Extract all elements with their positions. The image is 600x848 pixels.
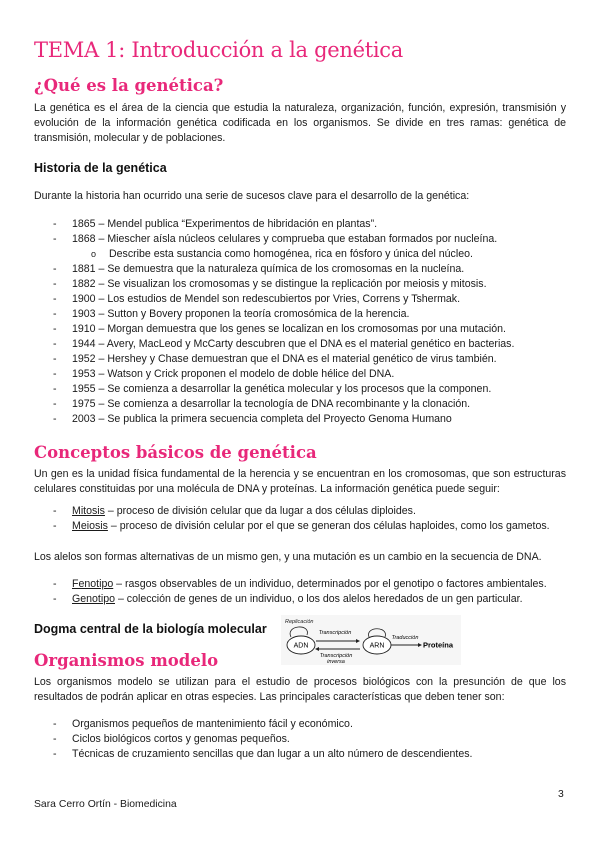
list-item: o Describe esta sustancia como homogénea, rica en fósforo y única del núcleo.: [34, 247, 566, 262]
term-meiosis: Meiosis: [72, 520, 108, 532]
genotipo-list: [34, 577, 566, 607]
list-item: - 1975 – Se comienza a desarrollar la tecnología de DNA recombinante y la clonación.: [34, 397, 566, 412]
term-fenotipo: Fenotipo: [72, 578, 114, 590]
section-heading-que-es: ¿Qué es la genética?: [34, 76, 224, 95]
list-item: [34, 577, 566, 592]
list-item: - 1865 – Mendel publica “Experimentos de hibridación en plantas”.: [34, 217, 566, 232]
list-item: - 1952 – Hershey y Chase demuestran que el DNA es el material genético de virus también.: [34, 352, 566, 367]
label-transcripcion-inversa-2: inversa: [327, 659, 345, 665]
term-desc: – proceso de división celular que da lugar a dos células diploides.: [104, 505, 416, 517]
label-traduccion: Traducción: [391, 635, 419, 641]
organismos-list: [34, 717, 566, 762]
list-item: - 1881 – Se demuestra que la naturaleza química de los cromosomas en la nucleína.: [34, 262, 566, 277]
term-genotipo: Genotipo: [72, 593, 115, 605]
subheading-historia: Historia de la genética: [34, 161, 167, 175]
term-mitosis: Mitosis: [72, 505, 105, 517]
title-prefix: TEMA 1:: [34, 38, 126, 62]
label-adn: ADN: [293, 642, 309, 650]
label-proteina: Proteína: [423, 640, 454, 650]
list-item: - Organismos pequeños de mantenimiento fácil y económico.: [34, 717, 566, 732]
label-replicacion: Replicación: [285, 619, 314, 625]
term-desc: – rasgos observables de un individuo, determinados por el genotipo o factores ambientales.: [113, 578, 547, 590]
term-desc: – proceso de división celular por el que se generan dos células haploides, como los gametos.: [107, 520, 550, 532]
section-heading-conceptos: Conceptos básicos de genética: [34, 443, 317, 462]
footer-author: Sara Cerro Ortín - Biomedicina: [34, 799, 177, 810]
list-item: - 1953 – Watson y Crick proponen el modelo de doble hélice del DNA.: [34, 367, 566, 382]
historia-intro: Durante la historia han ocurrido una serie de sucesos clave para el desarrollo de la genética:: [34, 190, 470, 202]
conceptos-paragraph: Un gen es la unidad física fundamental de la herencia y se encuentran en los cromosomas, que son estructuras celulares constituidas por una molécula de DNA y proteínas. La información genética puede seguir:: [34, 468, 566, 496]
subheading-dogma: Dogma central de la biología molecular: [34, 622, 267, 636]
term-desc: – colección de genes de un individuo, o los dos alelos heredados de un gen particular.: [115, 593, 523, 605]
section-heading-organismos: Organismos modelo: [34, 651, 219, 670]
alelos-paragraph: Los alelos son formas alternativas de un mismo gen, y una mutación es un cambio en la secuencia de DNA.: [34, 551, 542, 563]
list-item: - 1910 – Morgan demuestra que los genes se localizan en los cromosomas por una mutación.: [34, 322, 566, 337]
page-title: [34, 38, 403, 62]
page-number: 3: [558, 789, 564, 800]
section-paragraph-que-es: La genética es el área de la ciencia que estudia la naturaleza, organización, función, expresión, transmisión y evolución de la información genética codificada en los organismos. Se divide en tres ramas: genética de transmisión, molecular y de poblaciones.: [34, 102, 566, 145]
list-item: - 1955 – Se comienza a desarrollar la genética molecular y los procesos que la componen.: [34, 382, 566, 397]
list-item: - Ciclos biológicos cortos y genomas pequeños.: [34, 732, 566, 747]
list-item: - 1868 – Miescher aísla núcleos celulares y comprueba que estaban formados por nucleína.: [34, 232, 566, 247]
list-item: - 1900 – Los estudios de Mendel son redescubiertos por Vries, Correns y Tshermak.: [34, 292, 566, 307]
list-item: - 1882 – Se visualizan los cromosomas y se distingue la replicación por meiosis y mitosis.: [34, 277, 566, 292]
division-list: [34, 504, 566, 534]
organismos-paragraph: Los organismos modelo se utilizan para el estudio de procesos biológicos con la presunción de que los resultados de podrán aplicar en otras especies. Las principales características que deben tener son:: [34, 676, 566, 704]
label-arn: ARN: [369, 642, 385, 650]
list-item: - Técnicas de cruzamiento sencillas que dan lugar a un alto número de descendientes.: [34, 747, 566, 762]
list-item: - 1903 – Sutton y Bovery proponen la teoría cromosómica de la herencia.: [34, 307, 566, 322]
list-item: [34, 504, 566, 519]
list-item: [34, 519, 566, 534]
list-item: [34, 592, 566, 607]
dogma-diagram: [281, 615, 461, 665]
list-item: - 2003 – Se publica la primera secuencia completa del Proyecto Genoma Humano: [34, 412, 566, 427]
label-transcripcion-inversa-1: Transcripción: [319, 653, 353, 659]
historia-list: [34, 217, 566, 427]
label-transcripcion: Transcripción: [318, 630, 352, 636]
title-text: Introducción a la genética: [131, 38, 403, 62]
list-item: - 1944 – Avery, MacLeod y McCarty descubren que el DNA es el material genético en bacterias.: [34, 337, 566, 352]
